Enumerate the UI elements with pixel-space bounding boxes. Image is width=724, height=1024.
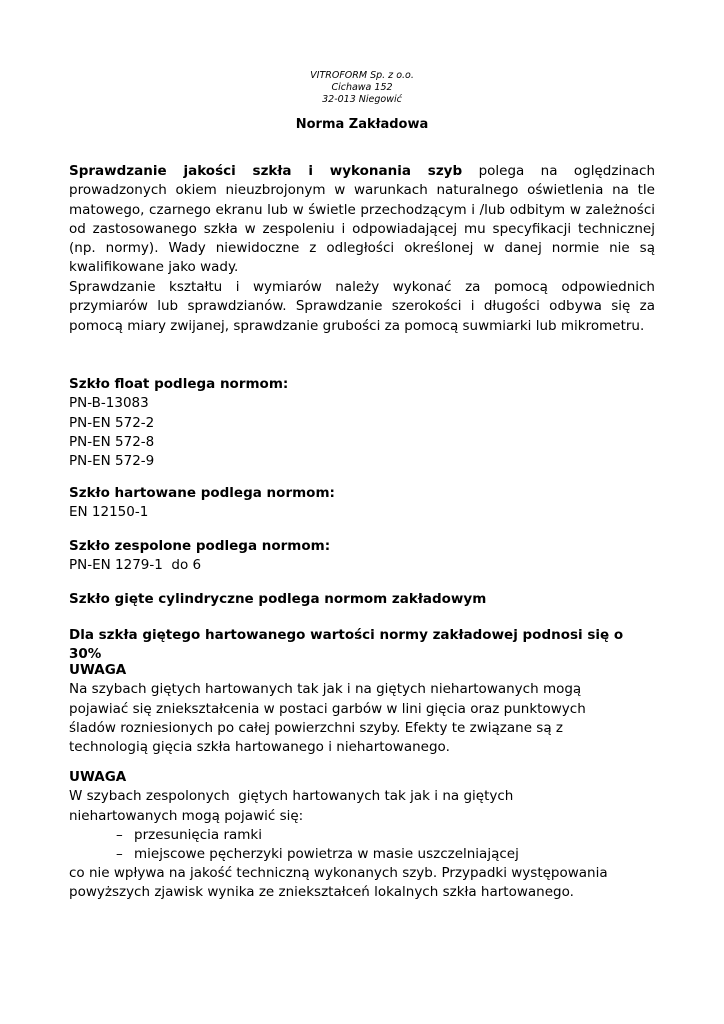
list-item xyxy=(0,845,724,865)
company-street: Cichawa 152 xyxy=(331,82,393,93)
insulated-norms-section xyxy=(69,537,655,576)
list-item-text: miejscowe pęcherzyki powietrza w masie uszczelniającej xyxy=(134,846,519,862)
list-item xyxy=(0,826,724,846)
norm-item: PN-EN 1279-1 do 6 xyxy=(69,557,202,574)
paragraph-quality-check xyxy=(69,162,655,278)
norm-item: PN-EN 572-9 xyxy=(69,453,155,470)
norm-item: EN 12150-1 xyxy=(69,504,149,521)
warning-line: W szybach zespolonych giętych hartowanych tak jak i na giętych xyxy=(69,788,514,805)
warning-line: co nie wpływa na jakość techniczną wykonanych szyb. Przypadki występowania xyxy=(69,865,608,881)
dash-bullet: – xyxy=(116,827,123,843)
norm-item: PN-B-13083 xyxy=(69,395,149,412)
company-postal: 32-013 Niegowić xyxy=(322,94,402,105)
page-title: Norma Zakładowa xyxy=(295,117,429,132)
warning-line: niehartowanych mogą pojawić się: xyxy=(69,807,304,824)
company-name: VITROFORM Sp. z o.o. xyxy=(310,70,414,81)
bent-cylindrical-note: Szkło gięte cylindryczne podlega normom zakładowym xyxy=(69,591,487,607)
paragraph-shape-check: Sprawdzanie kształtu i wymiarów należy wykonać za pomocą odpowiednich przymiarów lub sprawdzianów. Sprawdzanie szerokości i długości odbywa się za pomocą miary zwijanej, sprawdzanie grubości za pomocą suwmiarki lub mikrometru. xyxy=(69,279,655,334)
norm-item: PN-EN 572-2 xyxy=(69,414,155,431)
insulated-heading: Szkło zespolone podlega normom: xyxy=(69,538,331,554)
warning-section-2 xyxy=(69,768,655,826)
warning-section-1 xyxy=(69,661,655,757)
tempered-heading: Szkło hartowane podlega normom: xyxy=(69,485,335,501)
warning-line: Na szybach giętych hartowanych tak jak i na giętych niehartowanych mogą xyxy=(69,681,582,698)
float-heading: Szkło float podlega normom: xyxy=(69,376,289,392)
warning-heading: UWAGA xyxy=(69,769,127,785)
warning-line: technologią gięcia szkła hartowanego i niehartowanego. xyxy=(69,739,450,756)
warning-line: powyższych zjawisk wynika ze zniekształceń lokalnych szkła hartowanego. xyxy=(69,884,574,901)
warning-line: pojawiać się zniekształcenia w postaci garbów w lini gięcia oraz punktowych xyxy=(69,700,586,717)
dash-bullet: – xyxy=(116,846,123,862)
norm-item: PN-EN 572-8 xyxy=(69,433,155,450)
paragraph-text: polega na oględzinach prowadzonych okiem nieuzbrojonym w warunkach naturalnego oświetlenia na tle matowego, czarnego ekranu lub w świetle przechodzącym i /lub odbitym w zależności od zastosowanego szkła w zespoleniu i odpowiadającej mu specyfikacji technicznej (np. normy). Wady niewidoczne z odległości określonej w danej normie nie są kwalifikowane jako wady. xyxy=(69,163,655,276)
warning-heading: UWAGA xyxy=(69,662,127,678)
warning-line: śladów rozniesionych po całej powierzchni szyby. Efekty te związane są z xyxy=(69,719,563,736)
tempered-norms-section xyxy=(69,484,655,523)
list-item-text: przesunięcia ramki xyxy=(134,827,262,843)
bent-tempered-note: Dla szkła giętego hartowanego wartości normy zakładowej podnosi się o 30% xyxy=(69,627,624,663)
warning-section-2-continued xyxy=(69,864,655,903)
float-norms-section xyxy=(69,375,655,471)
paragraph-lead: Sprawdzanie jakości szkła i wykonania szyb xyxy=(69,163,463,179)
